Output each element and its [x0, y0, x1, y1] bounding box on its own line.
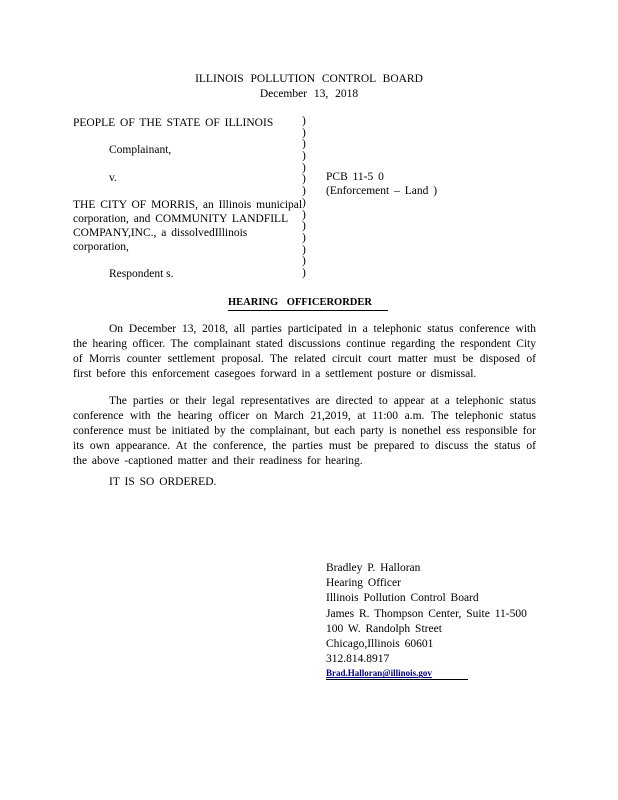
case-number: PCB 11-5 0: [326, 171, 384, 183]
defendant-line-3: COMPANY,INC., a dissolvedIllinois: [73, 227, 248, 239]
caption-parenthesis-column: ) ) ) ) ) ) ) ) ) ) ) ) ) ): [302, 115, 306, 279]
phone-number: 312.814.8917: [326, 653, 390, 666]
paragraph-1: On December 13, 2018, all parties participated in a telephonic status conference with the hearing officer. The complainant stated discussions continue regarding the respondent City of Morris counter settlement proposal. The related circuit court matter must be disposed of first before this enforcement casegoes forward in a settlement posture or dismissal.: [73, 323, 536, 380]
address-line-1: James R. Thompson Center, Suite 11-500: [326, 607, 527, 620]
address-line-2: 100 W. Randolph Street: [326, 622, 442, 635]
paragraph-2: The parties or their legal representatives are directed to appear at a telephonic status conference with the hearing officer on March 21,2019, at 11:00 a.m. The telephonic status conference must be initiated by the complainant, but each party is nonethel ess responsible for its own appearance. At the conference, the parties must be prepared to discuss the status of the above -captioned matter and their readiness for hearing.: [73, 395, 536, 467]
signer-name: Bradley P. Halloran: [326, 562, 421, 574]
document-date: December 13, 2018: [259, 88, 359, 100]
email-link[interactable]: Brad.Halloran@illinois.gov: [326, 667, 468, 680]
case-type: (Enforcement – Land ): [326, 185, 438, 197]
versus-label: v.: [109, 172, 117, 184]
agency-heading: ILLINOIS POLLUTION CONTROL BOARD: [195, 73, 423, 85]
signature-block: [326, 561, 527, 680]
so-ordered: IT IS SO ORDERED.: [109, 476, 217, 488]
defendant-line-1: THE CITY OF MORRIS, an Illinois municipal: [73, 199, 303, 211]
plaintiff-name: PEOPLE OF THE STATE OF ILLINOIS: [73, 117, 274, 129]
defendant-role: Respondent s.: [109, 268, 174, 280]
defendant-line-4: corporation,: [73, 241, 129, 253]
city-line: Chicago,Illinois 60601: [326, 638, 434, 651]
signer-title: Hearing Officer: [326, 577, 401, 590]
order-title: HEARING OFFICERORDER: [228, 296, 388, 311]
signer-agency: Illinois Pollution Control Board: [326, 592, 479, 605]
defendant-line-2: corporation, and COMMUNITY LANDFILL: [73, 213, 289, 225]
plaintiff-role: Complainant,: [109, 144, 172, 156]
